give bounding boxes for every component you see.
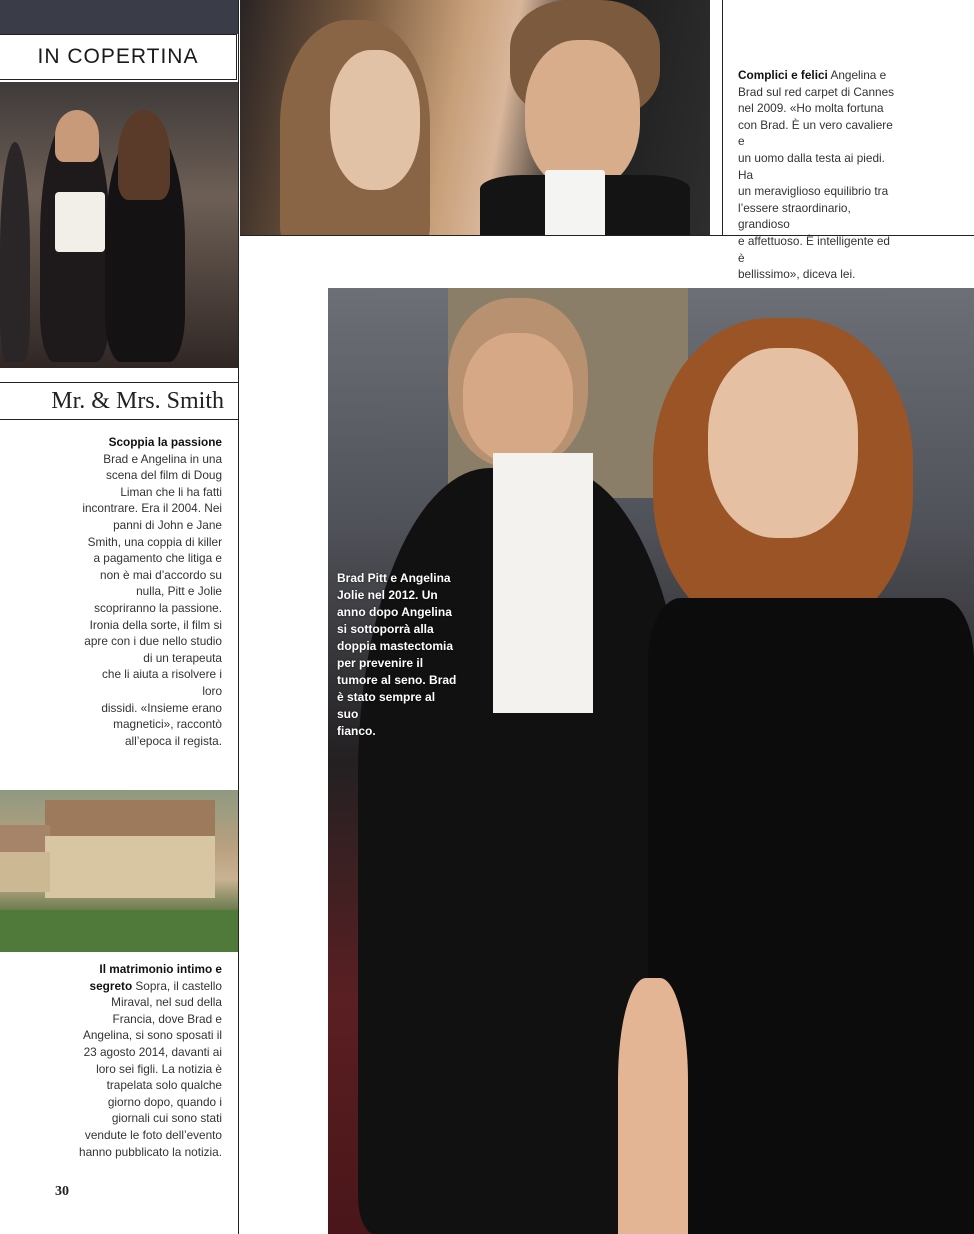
caption-line: all’epoca il regista.	[124, 733, 222, 748]
caption-title: segreto	[89, 978, 133, 993]
caption-title: Il matrimonio intimo e	[99, 962, 222, 976]
caption-line: Angelina, si sono sposati il	[82, 1028, 222, 1043]
caption-line: è stato sempre al suo	[337, 690, 436, 721]
mr-mrs-smith-photo	[0, 82, 238, 368]
top-caption-divider	[722, 0, 723, 235]
caption-line: a pagamento che litiga e	[93, 551, 222, 566]
caption-line: Liman che li ha fatti	[120, 484, 222, 499]
caption-line: vendute le foto dell’evento	[84, 1127, 222, 1142]
top-dark-bar	[0, 0, 238, 34]
caption-line: 23 agosto 2014, davanti ai	[83, 1044, 222, 1059]
caption-line: anno dopo Angelina	[337, 605, 452, 619]
caption-line: Brad Pitt e Angelina	[337, 571, 451, 585]
caption-matrimonio	[78, 961, 222, 1160]
caption-line: Angelina e	[827, 68, 887, 82]
caption-line: di un terapeuta	[143, 650, 222, 665]
caption-line: Jolie nel 2012. Un	[337, 588, 438, 602]
film-title: Mr. & Mrs. Smith	[0, 382, 238, 420]
caption-line: si sottoporrà alla	[337, 622, 434, 636]
miraval-castle-photo	[0, 790, 238, 952]
caption-line: Smith, una coppia di killer	[87, 534, 222, 549]
caption-line: Brad sul red carpet di Cannes	[738, 84, 895, 99]
oscars-2012-photo	[328, 288, 974, 1234]
caption-line: non è mai d’accordo su	[100, 567, 222, 582]
caption-line: doppia mastectomia	[337, 639, 454, 653]
caption-line: hanno pubblicato la notizia.	[79, 1144, 222, 1159]
cannes-red-carpet-photo	[240, 0, 710, 235]
caption-line: un meraviglioso equilibrio tra	[738, 184, 889, 199]
caption-line: giorno dopo, quando i	[107, 1094, 222, 1109]
caption-title: Scoppia la passione	[108, 435, 222, 449]
caption-scoppia-la-passione	[80, 434, 222, 749]
caption-line: magnetici», raccontò	[113, 717, 222, 732]
caption-line: nulla, Pitt e Jolie	[136, 584, 222, 599]
section-label: IN COPERTINA	[0, 34, 237, 80]
caption-line: un uomo dalla testa ai piedi. Ha	[738, 150, 885, 182]
caption-line: Sopra, il castello	[132, 978, 222, 993]
caption-line: nel 2009. «Ho molta fortuna	[738, 101, 884, 116]
caption-line: che li aiuta a risolvere i loro	[102, 667, 222, 698]
caption-line: loro sei figli. La notizia è	[96, 1061, 222, 1076]
caption-line: tumore al seno. Brad	[337, 673, 457, 687]
caption-line: apre con i due nello studio	[84, 634, 222, 649]
caption-line: Brad e Angelina in una	[103, 451, 222, 466]
caption-line: incontrare. Era il 2004. Nei	[82, 501, 222, 516]
caption-complici-e-felici	[738, 67, 898, 283]
column-divider	[238, 0, 239, 1234]
caption-line: e affettuoso. È intelligente ed è	[738, 233, 890, 265]
caption-line: fianco.	[337, 724, 376, 738]
caption-line: dissidi. «Insieme erano	[101, 700, 222, 715]
caption-line: scopriranno la passione.	[94, 600, 222, 615]
caption-line: Francia, dove Brad e	[112, 1011, 222, 1026]
caption-line: per prevenire il	[337, 656, 424, 670]
caption-title: Complici e felici	[738, 68, 828, 82]
caption-line: trapelata solo qualche	[106, 1078, 222, 1093]
caption-line: bellissimo», diceva lei.	[738, 267, 856, 282]
caption-line: Ironia della sorte, il film si	[89, 617, 222, 632]
caption-line: panni di John e Jane	[113, 517, 222, 532]
main-photo-caption	[337, 570, 457, 740]
caption-line: l’essere straordinario, grandioso	[738, 200, 851, 232]
caption-line: Miraval, nel sud della	[111, 995, 222, 1010]
caption-line: con Brad. È un vero cavaliere e	[738, 117, 893, 149]
caption-line: giornali cui sono stati	[111, 1111, 222, 1126]
page-number: 30	[55, 1184, 69, 1199]
caption-line: scena del film di Doug	[105, 468, 222, 483]
